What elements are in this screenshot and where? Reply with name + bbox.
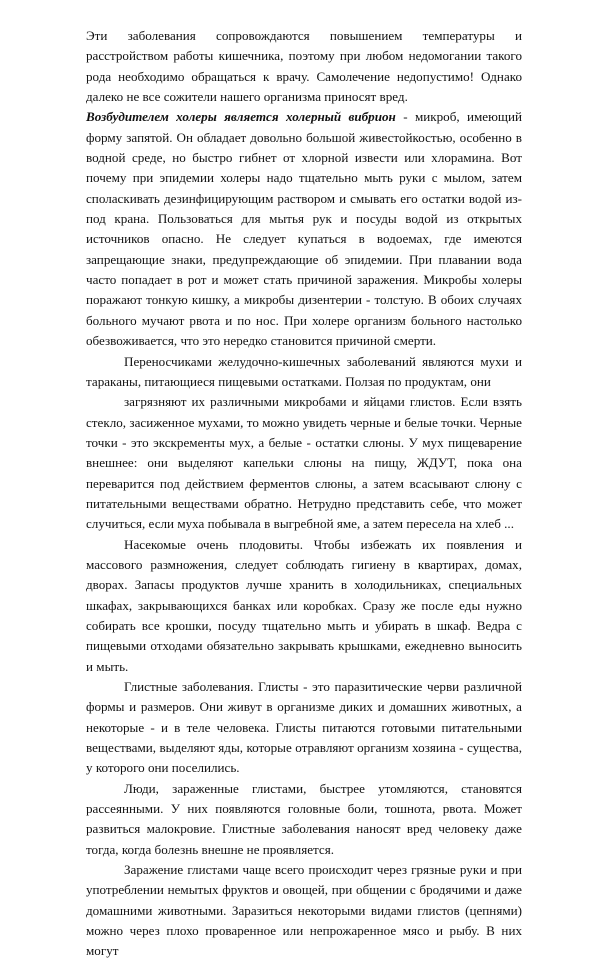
paragraph-helminths: Глистные заболевания. Глисты - это паразитические черви различной формы и размеров. Они живут в организме диких и домашних животных, а некоторые - и в теле человека. Глисты питаются готовыми питательными веществами, выделяют яды, которые отравляют организм хозяина - существа, у которого они поселились. — [86, 679, 522, 776]
cholera-emphasis: Возбудителем холеры является холерный вибрион — [86, 109, 396, 125]
paragraph-intro: Эти заболевания сопровождаются повышением температуры и расстройством работы кишечника, поэтому при любом недомогании такого рода необходимо обращаться к врачу. Самолечение недопустимо! Однако далеко не все сожители нашего организма приносят вред. — [86, 28, 522, 105]
document-page — [86, 26, 522, 962]
paragraph-flies: загрязняют их различными микробами и яйцами глистов. Если взять стекло, засиженное мухами, то можно увидеть черные и белые точки. Черные точки - это экскременты мух, а белые - остатки слюны. У мух пищеварение внешнее: они выделяют капельки слюны на пищу, ЖДУТ, пока она переварится под действием ферментов слюны, а затем всасывают слюну с питательными веществами обратно. Нетрудно представить себе, что может случиться, если муха побывала в выгребной яме, а затем пересела на хлеб ... — [86, 394, 522, 532]
paragraph-insects-hygiene: Насекомые очень плодовиты. Чтобы избежать их появления и массового размножения, следует соблюдать гигиену в квартирах, домах, дворах. Запасы продуктов лучше хранить в холодильниках, специальных шкафах, закрывающихся банках или коробках. Сразу же после еды нужно собирать все крошки, посуду тщательно мыть и убирать в шкаф. Ведра с пищевыми отходами обязательно закрывать крышками, ежедневно выносить и мыть. — [86, 536, 522, 674]
paragraph-carriers: Переносчиками желудочно-кишечных заболеваний являются мухи и тараканы, питающиеся пищевыми остатками. Ползая по продуктам, они — [86, 353, 522, 389]
paragraph-infection: Заражение глистами чаще всего происходит через грязные руки и при употреблении немытых фруктов и овощей, при общении с бродячими и даже домашними животными. Заразиться некоторыми видами глистов (цепнями) можно через плохо проваренное или непрожаренное мясо и рыбу. В них могут — [86, 862, 522, 959]
paragraph-symptoms: Люди, зараженные глистами, быстрее утомляются, становятся рассеянными. У них появляются головные боли, тошнота, рвота. Может развиться малокровие. Глистные заболевания наносят вред человеку даже тогда, когда болезнь внешне не проявляется. — [86, 780, 522, 857]
cholera-text: - микроб, имеющий форму запятой. Он обладает довольно большой живестойкостью, особенно в водной среде, но быстро гибнет от хлорной извести или хлорамина. Вот почему при эпидемии холеры надо тщательно мыть руки с мылом, затем споласкивать дезинфицирующим раствором и смывать его остатки водой из-под крана. Пользоваться для мытья рук и посуды водой из открытых источников опасно. Не следует купаться в водоемах, где имеются запрещающие знаки, предупреждающие об эпидемии. При плавании вода часто попадает в рот и может стать причиной заражения. Микробы холеры поражают тонкую кишку, а микробы дизентерии - толстую. В обоих случаях больного мучают рвота и по нос. При холере организм больного настолько обезвоживается, что это нередко становится причиной смерти. — [86, 109, 522, 349]
paragraph-cholera — [86, 107, 522, 351]
